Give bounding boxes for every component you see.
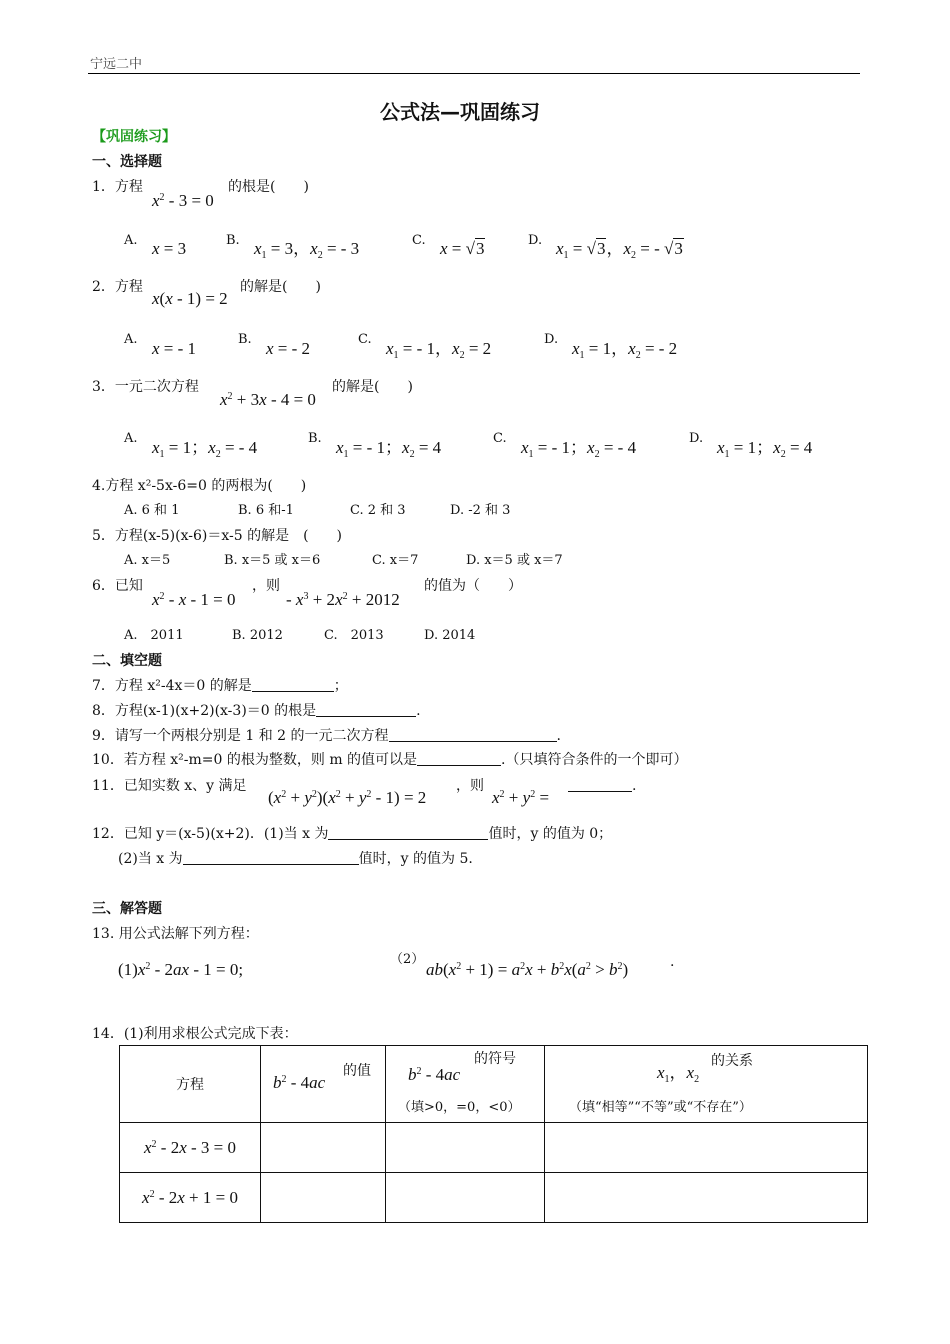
q5-option-a: A. x＝5 — [124, 553, 171, 568]
q7-pre: 7．方程 x²-4x＝0 的解是 — [92, 678, 252, 694]
q12-line2-pre: (2)当 x 为 — [118, 851, 183, 867]
table-header-equation-label: 方程 — [176, 1077, 204, 1093]
q1-option-a: x = 3 — [152, 239, 187, 258]
table-cell-equation-1 — [120, 1123, 261, 1173]
q10-blank[interactable] — [417, 753, 501, 766]
q12-blank-2[interactable] — [183, 852, 359, 865]
q11-mid: ，则 — [456, 778, 484, 794]
q5-option-c: C. x＝7 — [372, 553, 419, 568]
q11-post: . — [632, 778, 637, 794]
q3-label-a: A. — [124, 431, 138, 446]
table-header-row — [120, 1046, 868, 1123]
q9-pre: 9．请写一个两根分别是 1 和 2 的一元二次方程 — [92, 728, 389, 744]
q9 — [92, 729, 561, 743]
q2-label-c: C. — [358, 332, 372, 347]
q4-option-b: B. 6 和-1 — [238, 503, 294, 518]
q11-equation-1: $(x^2 + y^2)(x^2 + y^2 - 1) = 2$ — [268, 788, 427, 807]
q6-option-a: A. 2011 — [124, 628, 184, 643]
q3-label-d: D. — [689, 431, 704, 446]
table-header-sign — [386, 1046, 545, 1123]
q8 — [92, 704, 421, 718]
q13-equation-1: $(1)x^2 - 2ax - 1 = 0$; — [118, 960, 244, 979]
q2-option-b: x = - 2 — [266, 339, 311, 358]
q10-post: .（只填符合条件的一个即可） — [501, 752, 688, 768]
table-header-relation-math: $x_1$，$x_2$ — [657, 1063, 700, 1085]
table-header-relation — [545, 1046, 868, 1123]
q3-label-c: C. — [493, 431, 507, 446]
root-table — [119, 1045, 868, 1223]
table-cell-discriminant-2[interactable] — [261, 1173, 386, 1223]
q8-pre: 8．方程(x-1)(x+2)(x-3)＝0 的根是 — [92, 703, 317, 719]
table-row — [120, 1123, 868, 1173]
q7-blank[interactable] — [252, 679, 334, 692]
page-title: 公式法—巩固练习 — [380, 100, 540, 124]
q7 — [92, 679, 348, 693]
header-rule — [88, 73, 860, 74]
section-choice: 一、选择题 — [92, 154, 162, 170]
q12-blank-1[interactable] — [328, 827, 488, 840]
q8-post: . — [416, 703, 421, 719]
table-equation-2: $x^2 - 2x + 1 = 0$ — [142, 1187, 238, 1207]
q10 — [92, 753, 688, 767]
q6-mid: ，则 — [252, 578, 280, 594]
q13-equation-2: $ab(x^2 + 1) = a^2x + b^2x(a^2 > b^2)$ — [426, 960, 629, 979]
q1-post: 的根是( ) — [228, 179, 309, 195]
q9-blank[interactable] — [389, 729, 557, 742]
q3-option-c: $x_1$ = - 1；$x_2$ = - 4 — [521, 438, 637, 460]
q2-label-d: D. — [544, 332, 559, 347]
q12-line1-post: 值时，y 的值为 0； — [488, 826, 613, 842]
q6-option-d: D. 2014 — [424, 628, 476, 643]
section-fill: 二、填空题 — [92, 653, 162, 669]
q2-label-b: B. — [238, 332, 252, 347]
q3-option-d: $x_1 = 1$；$x_2 = 4$ — [717, 438, 813, 460]
table-cell-discriminant-1[interactable] — [261, 1123, 386, 1173]
q4-option-c: C. 2 和 3 — [350, 503, 406, 518]
q6-equation-1: $x^2 - x - 1 = 0$ — [152, 590, 236, 609]
q1-label-b: B. — [226, 233, 240, 248]
table-header-equation — [120, 1046, 261, 1123]
practice-tag: 【巩固练习】 — [92, 129, 176, 145]
q4-option-a: A. 6 和 1 — [124, 503, 180, 518]
q5-option-d: D. x＝5 或 x＝7 — [466, 553, 563, 568]
q2-option-c: $x_1$ = - 1，$x_2 = 2$ — [386, 339, 492, 361]
q11-pre: 11．已知实数 x、y 满足 — [92, 778, 247, 794]
table-header-relation-text: 的关系 — [711, 1053, 753, 1069]
q6-pre: 6．已知 — [92, 578, 143, 594]
q13-stem: 13. 用公式法解下列方程： — [92, 926, 259, 942]
q14-stem: 14．(1)利用求根公式完成下表： — [92, 1026, 298, 1042]
q13-tail: . — [670, 954, 675, 970]
q3-option-b: $x_1$ = - 1；$x_2 = 4$ — [336, 438, 442, 460]
q3-option-a: $x_1 = 1$；$x_2$ = - 4 — [152, 438, 258, 460]
table-equation-1: $x^2 - 2x - 3 = 0$ — [143, 1137, 236, 1157]
q1-label-c: C. — [412, 233, 426, 248]
q1-option-d: $x_1 = √3$，$x_2$ = - √3 — [556, 239, 683, 261]
q6-equation-2: - $x^3 + 2x^2 + 2012$ — [286, 590, 400, 609]
q12-line1-pre: 12．已知 y＝(x-5)(x+2)．(1)当 x 为 — [92, 826, 329, 842]
q10-pre: 10．若方程 x²-m=0 的根为整数，则 m 的值可以是 — [92, 752, 418, 768]
q5-option-b: B. x＝5 或 x＝6 — [224, 553, 321, 568]
q11-answer — [568, 779, 636, 793]
table-cell-equation-2 — [120, 1173, 261, 1223]
table-header-sign-math: $b^2 - 4ac$ — [408, 1065, 461, 1084]
q3-pre: 3．一元二次方程 — [92, 379, 199, 395]
q13-label-2: （2） — [390, 952, 425, 967]
q2-option-a: x = - 1 — [152, 339, 197, 358]
table-header-relation-hint: （填“相等”“不等”或“不存在”） — [569, 1100, 752, 1115]
header-school: 宁远二中 — [90, 57, 143, 72]
q2-option-d: $x_1 = 1$，$x_2$ = - 2 — [572, 339, 678, 361]
table-cell-sign-1[interactable] — [386, 1123, 545, 1173]
q3-label-b: B. — [308, 431, 322, 446]
table-header-sign-text: 的符号 — [474, 1051, 516, 1067]
q6-post: 的值为（ ） — [424, 578, 522, 594]
q4-stem: 4.方程 x²-5x-6=0 的两根为( ) — [92, 478, 307, 494]
q1-label-d: D. — [528, 233, 543, 248]
table-cell-sign-2[interactable] — [386, 1173, 545, 1223]
q3-equation: $x^2 + 3x - 4 = 0$ — [220, 390, 316, 409]
table-header-discriminant — [261, 1046, 386, 1123]
q11-equation-2: $x^2 + y^2$ = — [492, 788, 550, 807]
q7-post: ； — [333, 678, 348, 694]
table-cell-relation-2[interactable] — [545, 1173, 868, 1223]
table-header-sign-hint: （填>0，=0，<0） — [398, 1100, 521, 1115]
q8-blank[interactable] — [316, 704, 416, 717]
q12-line1 — [92, 827, 612, 841]
q9-post: . — [556, 728, 561, 744]
q1-option-b: $x_1 = 3$，$x_2$ = - 3 — [254, 239, 360, 261]
section-answer: 三、解答题 — [92, 901, 162, 917]
q1-label-a: A. — [124, 233, 138, 248]
q1-pre: 1．方程 — [92, 179, 143, 195]
q6-option-b: B. 2012 — [232, 628, 283, 643]
table-cell-relation-1[interactable] — [545, 1123, 868, 1173]
q12-line2 — [118, 852, 473, 866]
q6-option-c: C. 2013 — [324, 628, 384, 643]
q4-option-d: D. -2 和 3 — [450, 503, 511, 518]
table-header-discriminant-math: $b^2 - 4ac$ — [273, 1073, 326, 1092]
q2-label-a: A. — [124, 332, 138, 347]
q2-equation: x(x - 1) = 2 — [152, 289, 228, 308]
q5-stem: 5．方程(x-5)(x-6)＝x-5 的解是 ( ) — [92, 528, 342, 544]
q1-equation: $x^2 - 3 = 0$ — [152, 191, 214, 210]
q12-line2-post: 值时，y 的值为 5. — [358, 851, 473, 867]
table-header-discriminant-text: 的值 — [343, 1063, 371, 1079]
q2-pre: 2．方程 — [92, 279, 143, 295]
q1-stem — [92, 180, 143, 194]
table-row — [120, 1173, 868, 1223]
q1-option-c: x = √3 — [440, 239, 485, 258]
q11-blank[interactable] — [568, 779, 632, 792]
q3-post: 的解是( ) — [332, 379, 413, 395]
q2-post: 的解是( ) — [240, 279, 321, 295]
